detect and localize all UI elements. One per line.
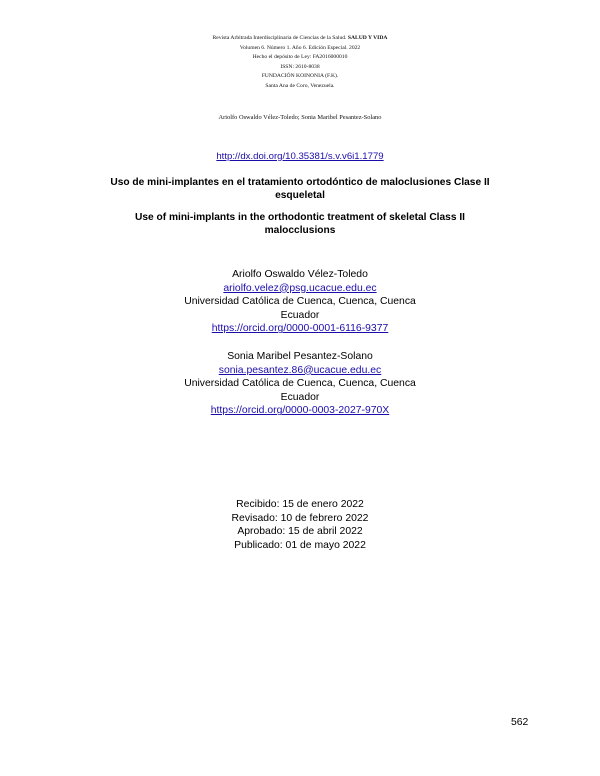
author-affiliation: Universidad Católica de Cuenca, Cuenca, Cuenca	[184, 296, 416, 308]
author-affiliation: Universidad Católica de Cuenca, Cuenca, Cuenca	[184, 378, 416, 390]
running-authors: Ariolfo Oswaldo Vélez-Toledo; Sonia Maribel Pesantez-Solano	[218, 114, 382, 121]
journal-header	[0, 34, 600, 92]
author-block-2	[150, 350, 450, 418]
author-name: Ariolfo Oswaldo Vélez-Toledo	[232, 269, 368, 280]
journal-issn: ISSN: 2610-8038	[280, 63, 320, 70]
author-email-link[interactable]: sonia.pesantez.86@ucacue.edu.ec	[218, 364, 382, 376]
journal-volume: Volumen 6. Número 1. Año 6. Edición Especial. 2022	[239, 44, 361, 51]
doi-line	[0, 151, 600, 162]
author-name: Sonia Maribel Pesantez-Solano	[227, 351, 373, 362]
doi-link[interactable]: http://dx.doi.org/10.35381/s.v.v6i1.1779	[216, 151, 384, 162]
date-received: Recibido: 15 de enero 2022	[236, 499, 364, 510]
journal-location: Santa Ana de Coro, Venezuela.	[265, 82, 335, 89]
date-published: Publicado: 01 de mayo 2022	[234, 540, 366, 552]
journal-legal-deposit: Hecho el depósito de Ley: FA2016000010	[252, 54, 348, 61]
date-approved: Aprobado: 15 de abril 2022	[237, 526, 363, 538]
author-country: Ecuador	[280, 309, 320, 321]
author-block-1	[150, 268, 450, 336]
author-orcid-link[interactable]: https://orcid.org/0000-0003-2027-970X	[210, 405, 390, 417]
title-english: Use of mini-implants in the orthodontic treatment of skeletal Class II malocclusions	[134, 212, 465, 237]
journal-brand: SALUD Y VIDA	[347, 35, 388, 41]
journal-foundation: FUNDACIÓN KOINONIA (F.K).	[261, 73, 339, 80]
date-revised: Revisado: 10 de febrero 2022	[231, 512, 369, 524]
journal-name-line	[0, 34, 600, 44]
author-email-link[interactable]: ariolfo.velez@psg.ucacue.edu.ec	[223, 282, 377, 294]
journal-name: Revista Arbitrada Interdisciplinaria de Ciencias de la Salud.	[212, 35, 347, 41]
author-country: Ecuador	[280, 391, 320, 403]
author-orcid-link[interactable]: https://orcid.org/0000-0001-6116-9377	[211, 323, 389, 335]
page-number: 562	[511, 717, 529, 728]
publication-dates	[0, 498, 600, 553]
title-spanish: Uso de mini-implantes en el tratamiento ortodóntico de maloclusiones Clase II esqueletal	[110, 177, 490, 202]
